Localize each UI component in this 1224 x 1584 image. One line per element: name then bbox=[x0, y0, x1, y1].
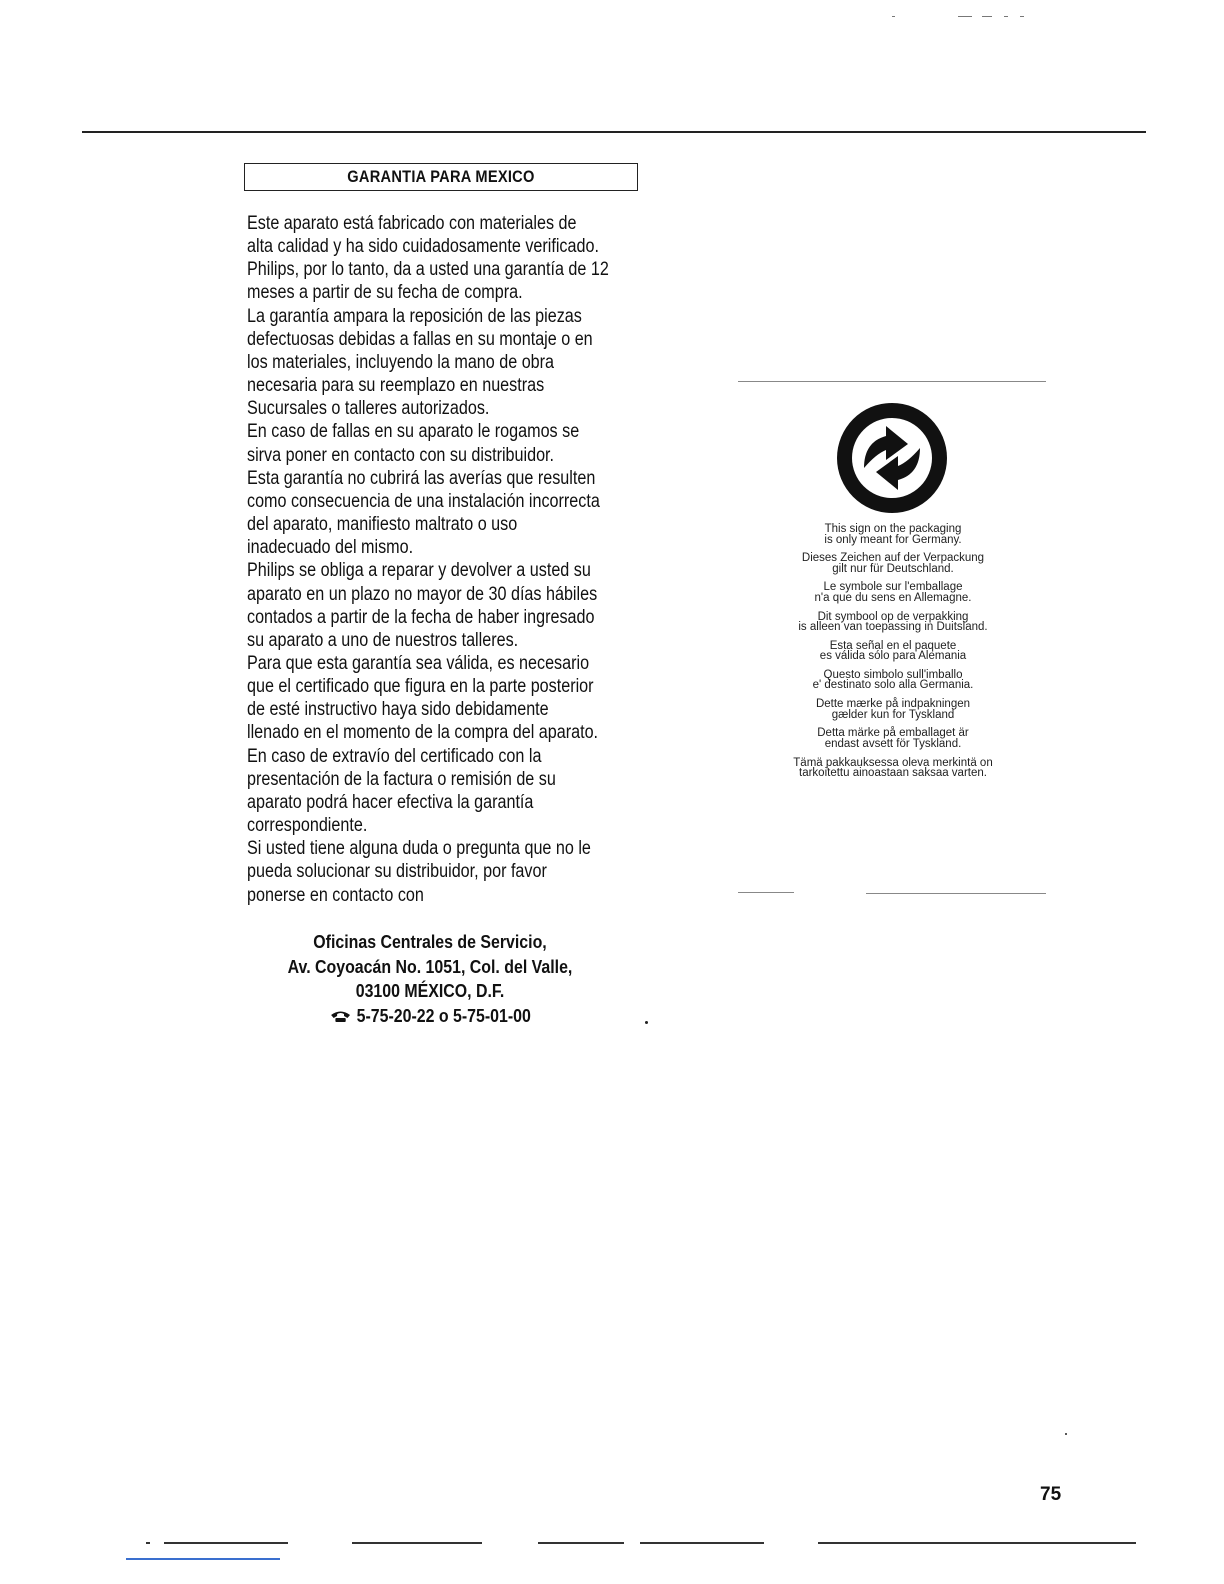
body-line: En caso de extravío del certificado con la bbox=[247, 745, 542, 767]
body-line: Para que esta garantía sea válida, es necesario bbox=[247, 652, 590, 674]
panel-top-rule bbox=[738, 381, 1046, 382]
note-danish: Dette mærke på indpakningen gælder kun for Tyskland bbox=[815, 698, 971, 721]
body-line: necesaria para su reemplazo en nuestras bbox=[247, 375, 545, 397]
scan-speck bbox=[1065, 1433, 1067, 1435]
body-line: contados a partir de la fecha de haber ingresado bbox=[247, 606, 595, 628]
body-line: que el certificado que figura en la parte posterior bbox=[247, 676, 594, 698]
body-line: En caso de fallas en su aparato le rogamos se bbox=[247, 421, 580, 443]
green-dot-notes bbox=[738, 524, 1048, 787]
body-line: meses a partir de su fecha de compra. bbox=[247, 282, 523, 304]
body-line: de esté instructivo haya sido debidamente bbox=[247, 699, 549, 721]
body-line: Este aparato está fabricado con materiales de bbox=[247, 213, 577, 234]
scan-mark bbox=[352, 1542, 482, 1544]
body-line: Philips, por lo tanto, da a usted una garantía de 12 bbox=[247, 259, 609, 281]
green-dot-recycling-icon bbox=[836, 402, 948, 514]
body-line: aparato podrá hacer efectiva la garantía bbox=[247, 791, 534, 813]
scan-speck bbox=[645, 1021, 648, 1024]
scan-mark bbox=[892, 16, 895, 17]
body-line: presentación de la factura o remisión de su bbox=[247, 768, 556, 790]
scan-mark bbox=[538, 1542, 624, 1544]
body-line: Esta garantía no cubrirá las averías que resulten bbox=[247, 467, 596, 489]
note-german: Dieses Zeichen auf der Verpackung gilt nur für Deutschland. bbox=[801, 552, 985, 575]
note-dutch: Dit symbool op de verpakking is alleen van toepassing in Duitsland. bbox=[798, 610, 988, 634]
service-office-address bbox=[230, 930, 630, 1029]
body-line: La garantía ampara la reposición de las piezas bbox=[247, 305, 582, 327]
body-line: Si usted tiene alguna duda o pregunta que no le bbox=[247, 838, 591, 860]
link-underline bbox=[126, 1558, 280, 1560]
body-line: Philips se obliga a reparar y devolver a usted su bbox=[247, 560, 591, 582]
body-line: Sucursales o talleres autorizados. bbox=[247, 398, 490, 420]
scan-mark bbox=[640, 1542, 764, 1544]
note-spanish: Esta señal en el paquete es válida sólo para Alemania bbox=[819, 639, 967, 663]
body-line: del aparato, manifiesto maltrato o uso bbox=[247, 514, 518, 536]
body-line: aparato en un plazo no mayor de 30 días hábiles bbox=[247, 583, 598, 605]
scan-mark bbox=[1004, 16, 1008, 17]
body-line: su aparato a uno de nuestros talleres. bbox=[247, 629, 519, 651]
body-line: llenado en el momento de la compra del aparato. bbox=[247, 722, 599, 744]
body-line: los materiales, incluyendo la mano de obra bbox=[247, 351, 555, 373]
body-line: sirva poner en contacto con su distribuidor. bbox=[247, 444, 555, 466]
panel-bottom-rule bbox=[738, 892, 794, 893]
scan-mark bbox=[958, 16, 972, 17]
scan-mark bbox=[982, 16, 992, 17]
body-line: pueda solucionar su distribuidor, por favor bbox=[247, 861, 547, 883]
page-heading: GARANTIA PARA MEXICO bbox=[347, 167, 535, 186]
note-italian: Questo simbolo sull'imballo e' destinato solo alla Germania. bbox=[812, 668, 974, 692]
scan-mark bbox=[1020, 16, 1024, 17]
body-line: como consecuencia de una instalación incorrecta bbox=[247, 490, 600, 512]
body-line: correspondiente. bbox=[247, 815, 368, 837]
note-swedish: Detta märke på emballaget är endast avsett för Tyskland. bbox=[817, 727, 969, 750]
office-name: Oficinas Centrales de Servicio, bbox=[313, 931, 547, 952]
scan-mark bbox=[146, 1542, 150, 1544]
heading-box bbox=[244, 163, 638, 191]
warranty-text bbox=[247, 212, 613, 907]
body-line: inadecuado del mismo. bbox=[247, 537, 414, 559]
scan-mark bbox=[164, 1542, 288, 1544]
note-french: Le symbole sur l'emballage n'a que du sens en Allemagne. bbox=[814, 581, 972, 604]
office-phone: 5-75-20-22 o 5-75-01-00 bbox=[356, 1004, 531, 1026]
body-line: defectuosas debidas a fallas en su montaje o en bbox=[247, 328, 593, 350]
header-rule bbox=[82, 131, 1146, 133]
office-street: Av. Coyoacán No. 1051, Col. del Valle, bbox=[287, 955, 573, 977]
panel-bottom-rule bbox=[866, 893, 1046, 894]
note-english: This sign on the packaging is only meant for Germany. bbox=[824, 523, 962, 546]
scan-mark bbox=[818, 1542, 1136, 1544]
telephone-icon bbox=[329, 1009, 351, 1023]
page-number: 75 bbox=[1040, 1484, 1062, 1505]
body-line: alta calidad y ha sido cuidadosamente verificado. bbox=[247, 236, 599, 258]
office-city: 03100 MÉXICO, D.F. bbox=[355, 980, 505, 1001]
body-line: ponerse en contacto con bbox=[247, 884, 424, 906]
note-finnish: Tämä pakkauksessa oleva merkintä on tarkoitettu ainoastaan saksaa varten. bbox=[793, 756, 993, 779]
